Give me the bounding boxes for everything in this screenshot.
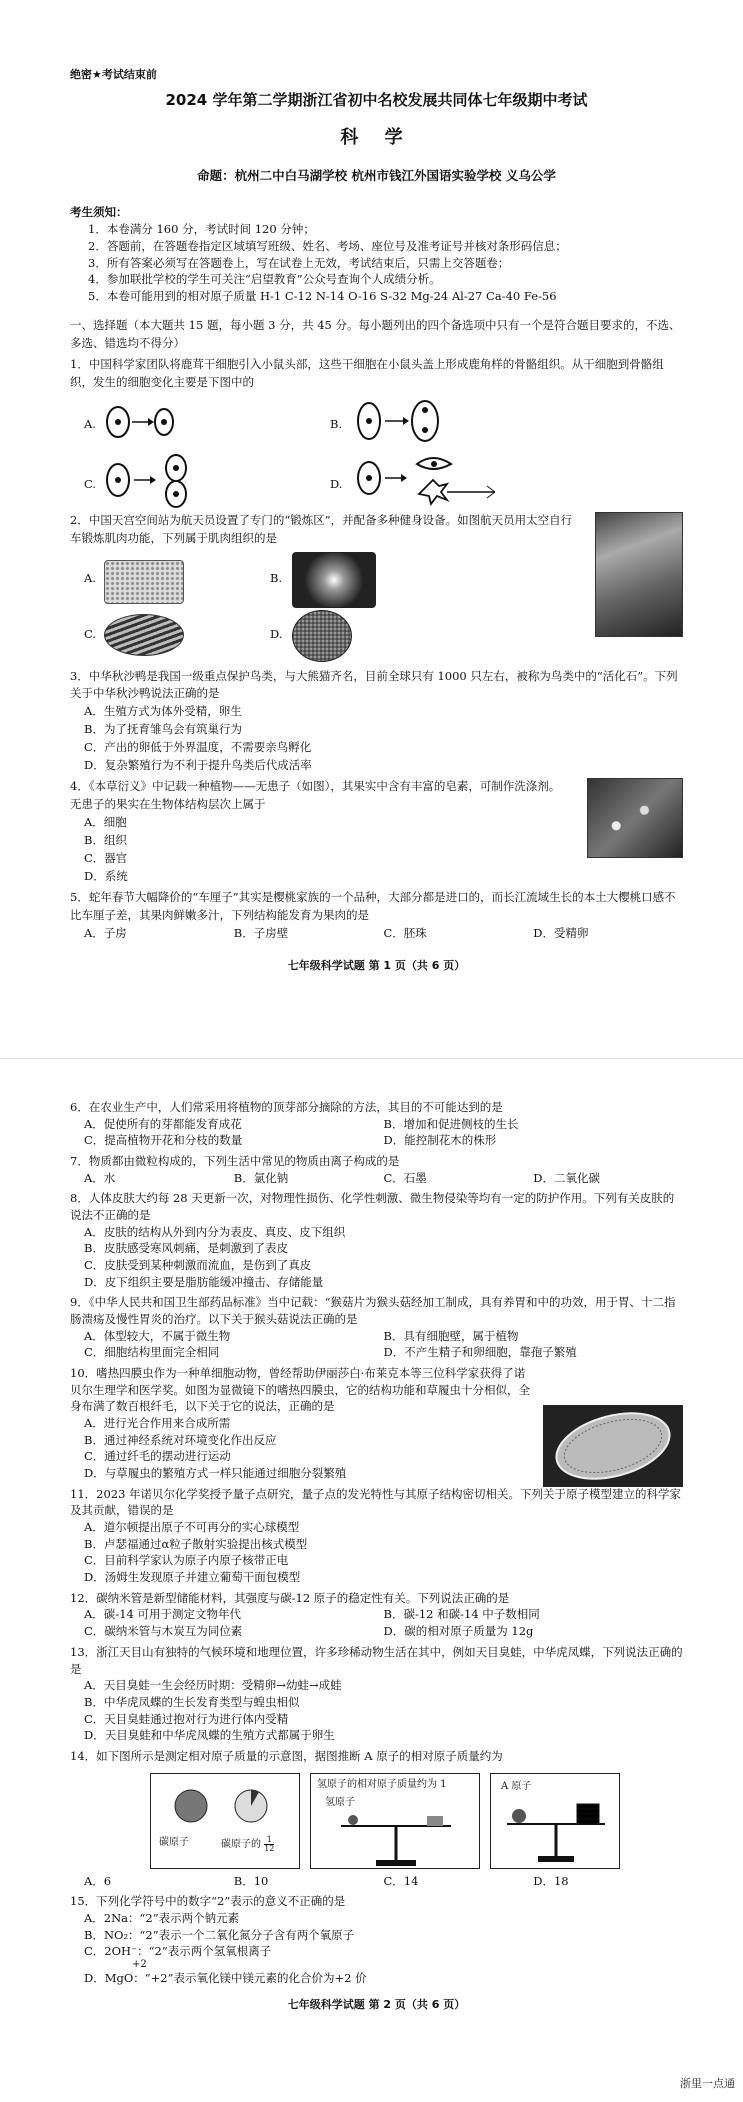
question-stem: 9．《中华人民共和国卫生部药品标准》当中记载：“猴菇片为猴头菇经加工制成，具有养胃和中的功效，用于胃、十二指肠溃疡及慢性胃炎的治疗。以下关于猴头菇说法正确的是: [70, 1295, 676, 1327]
option: D．受精卵: [533, 925, 589, 940]
question-14: [70, 1748, 683, 1889]
question-6: [70, 1099, 683, 1149]
notice-list: [70, 221, 683, 304]
notice-item: 4．参加联批学校的学生可关注“启望教育”公众号查询个人成绩分析。: [88, 272, 441, 287]
option: A．体型较大，不属于微生物: [84, 1328, 231, 1343]
options-row: [70, 1170, 683, 1187]
notice-item: 3．所有答案必须写在答题卷上，写在试卷上无效，考试结束后，只需上交答题卷；: [88, 255, 510, 270]
option: B．通过神经系统对环境变化作出反应: [84, 1432, 277, 1447]
options-row: [70, 1606, 683, 1623]
question-2: [70, 512, 683, 664]
carbon-atom-box: [150, 1773, 300, 1869]
valence-superscript: +2: [132, 1958, 147, 1970]
option: D．MgO：“+2”表示氧化镁中镁元素的化合价为+2 价: [84, 1970, 367, 1985]
option-label: A.: [84, 570, 96, 585]
question-13: [70, 1644, 683, 1744]
carbon-atom-label: 碳原子: [159, 1836, 189, 1848]
option: A．进行光合作用来合成所需: [84, 1416, 231, 1431]
option-label: C.: [84, 476, 97, 491]
option: C．胚珠: [383, 925, 427, 940]
option: D．二氧化碳: [533, 1170, 600, 1185]
option: A．皮肤的结构从外到内分为表皮、真皮、皮下组织: [84, 1224, 346, 1239]
watermark-text: 浙里一点通: [680, 2076, 735, 2090]
question-4: [70, 778, 683, 885]
options-row: [70, 1132, 683, 1149]
question-stem: 2．中国天宫空间站为航天员设置了专门的“锻炼区”，并配备多种健身设备。如图航天员用太空自行车锻炼肌肉功能，下列属于肌肉组织的是: [70, 512, 573, 545]
question-stem: 14．如下图所示是测定相对原子质量的示意图，据图推断 A 原子的相对原子质量约为: [70, 1748, 503, 1763]
question-stem: 5．蛇年春节大幅降价的“车厘子”其实是樱桃家族的一个品种，大部分都是进口的，而长江流域生长的本土大樱桃口感不比车厘子差，其果肉鲜嫩多汁，下列结构能发育为果肉的是: [70, 890, 676, 923]
cell-differentiation-d-icon: [355, 450, 505, 508]
tetrahymena-image: [543, 1405, 683, 1487]
option: D．系统: [84, 868, 128, 883]
a-atom-balance-box: [490, 1773, 620, 1869]
option: B．NO₂：“2”表示一个二氧化氮分子含有两个氧原子: [84, 1927, 355, 1942]
option: C．目前科学家认为原子内原子核带正电: [84, 1553, 289, 1568]
options-row: [70, 1623, 683, 1640]
option: A．天目臭蛙一生会经历时期：受精卵→幼蛙→成蛙: [84, 1678, 342, 1693]
carbon-fraction-label: 碳原子的 $\frac{1}{12}$: [221, 1834, 275, 1853]
question-stem: 4．《本草衍义》中记载一种植物——无患子（如图），其果实中含有丰富的皂素，可制作洗涤剂。无患子的果实在生物体结构层次上属于: [70, 779, 561, 812]
section-heading: 一、选择题（本大题共 15 题，每小题 3 分，共 45 分。每小题列出的四个备选项中只有一个是符合题目要求的，不选、多选、错选均不得分）: [70, 317, 681, 350]
option: D．18: [533, 1873, 569, 1888]
option: B．组织: [84, 832, 127, 847]
q1-figures: [70, 396, 683, 508]
page-divider: [0, 1058, 743, 1059]
page-2: [0, 1075, 743, 2102]
makers-line: 命题：杭州二中白马湖学校 杭州市钱江外国语实验学校 义乌公学: [197, 168, 556, 184]
option: D．碳的相对原子质量为 12g: [383, 1624, 534, 1639]
option: C．14: [383, 1873, 419, 1888]
question-stem: 12．碳纳米管是新型储能材料，其强度与碳-12 原子的稳定性有关。下列说法正确的是: [70, 1590, 510, 1605]
options-row: [70, 1873, 683, 1890]
option: D．能控制花木的株形: [383, 1133, 497, 1148]
option: B．卢瑟福通过α粒子散射实验提出核式模型: [84, 1536, 308, 1551]
option: A．道尔顿提出原子不可再分的实心球模型: [84, 1520, 300, 1535]
question-stem: 10．嗜热四膜虫作为一种单细胞动物，曾经帮助伊丽莎白·布莱克本等三位科学家获得了诺贝尔生理学和医学奖。如图为显微镜下的嗜热四膜虫，它的结构功能和草履虫十分相似，全身布满了数百根纤毛，以下关于它的说法，正确的是: [70, 1366, 530, 1414]
atomic-mass-diagram: [150, 1773, 683, 1869]
exam-title: 2024 学年第二学期浙江省初中名校发展共同体七年级期中考试: [165, 91, 588, 110]
option-label: B.: [270, 570, 283, 585]
fraction-denominator: 12: [264, 1843, 275, 1853]
option: D．天目臭蛙和中华虎凤蝶的生殖方式都属于卵生: [84, 1728, 335, 1743]
option: A．6: [84, 1873, 112, 1888]
question-stem: 13．浙江天目山有独特的气候环境和地理位置，许多珍稀动物生活在其中，例如天目臭蛙，中华虎凤蝶，下列说法正确的是: [70, 1644, 683, 1676]
option: B．氯化钠: [233, 1170, 289, 1185]
option: B．皮肤感受寒风刺痛，是刺激到了表皮: [84, 1241, 288, 1256]
q2-figures: [70, 552, 683, 664]
option-label: C.: [84, 626, 97, 641]
question-stem: 11．2023 年诺贝尔化学奖授予量子点研究，量子点的发光特性与其原子结构密切相关。下列关于原子模型建立的科学家及其贡献，错误的是: [70, 1486, 682, 1518]
hydrogen-balance-box: [310, 1773, 480, 1869]
cell-division-a-icon: [104, 402, 174, 442]
question-12: [70, 1590, 683, 1640]
option: A．2Na：“2”表示两个钠元素: [84, 1910, 240, 1925]
option: C．碳纳米管与木炭互为同位素: [84, 1624, 243, 1639]
page-footer: 七年级科学试题 第 2 页（共 6 页）: [287, 1997, 466, 2011]
balance-scale-icon: [331, 1812, 461, 1868]
option: C．2OH⁻：“2”表示两个氢氧根离子: [84, 1944, 272, 1959]
option: D．皮下组织主要是脂肪能缓冲撞击、存储能量: [84, 1274, 324, 1289]
option: C．细胞结构里面完全相同: [84, 1345, 220, 1360]
option: A．细胞: [84, 815, 127, 830]
question-9: [70, 1294, 683, 1361]
options-row: [70, 1116, 683, 1133]
option: B．碳-12 和碳-14 中子数相同: [383, 1607, 540, 1622]
option: A．水: [84, 1170, 116, 1185]
option-label: A.: [84, 416, 96, 431]
fraction-numerator: 1: [264, 1836, 274, 1845]
notice-item: 1．本卷满分 160 分，考试时间 120 分钟；: [88, 222, 315, 237]
question-stem: 8．人体皮肤大约每 28 天更新一次，对物理性损伤、化学性刺激、微生物侵染等均有一定的防护作用。下列有关皮肤的说法不正确的是: [70, 1191, 675, 1223]
a-atom-label: A 原子: [501, 1780, 532, 1792]
option: D．汤姆生发现原子并建立葡萄干面包模型: [84, 1570, 301, 1585]
question-stem: 1．中国科学家团队将鹿茸干细胞引入小鼠头部，这些干细胞在小鼠头盖上形成鹿角样的骨骼组织。从干细胞到骨骼组织，发生的细胞变化主要是下图中的: [70, 357, 664, 390]
question-stem: 3．中华秋沙鸭是我国一级重点保护鸟类，与大熊猫齐名，目前全球只有 1000 只左右，被称为鸟类中的“活化石”。下列关于中华秋沙鸭说法正确的是: [70, 668, 678, 701]
secret-label: 绝密★考试结束前: [70, 68, 157, 81]
option: C．皮肤受到某种刺激而流血，是伤到了真皮: [84, 1258, 312, 1273]
option: A．生殖方式为体外受精，卵生: [84, 704, 242, 719]
hydrogen-atom-label: 氢原子: [325, 1796, 355, 1808]
subject-title: 科 学: [340, 127, 413, 149]
option: B．中华虎凤蝶的生长发育类型与蝗虫相似: [84, 1694, 300, 1709]
question-11: [70, 1486, 683, 1586]
option: B．具有细胞壁，属于植物: [383, 1328, 519, 1343]
notice-title: 考生须知：: [70, 204, 128, 219]
cell-division-c-icon: [104, 452, 214, 508]
question-stem: 6．在农业生产中，人们常采用将植物的顶芽部分摘除的方法，其目的不可能达到的是: [70, 1100, 503, 1114]
options-row: [70, 1344, 683, 1361]
tissue-a-image: [104, 560, 184, 604]
option: D．复杂繁殖行为不利于提升鸟类后代成活率: [84, 757, 312, 772]
option: A．促使所有的芽都能发育成花: [84, 1116, 242, 1131]
soapberry-photo: [587, 778, 683, 858]
option: B．10: [233, 1873, 269, 1888]
option: B．子房壁: [233, 925, 289, 940]
question-7: [70, 1153, 683, 1186]
option-label: B.: [330, 416, 343, 431]
page-1: [0, 0, 743, 1045]
option: C．天目臭蛙通过抱对行为进行体内受精: [84, 1711, 289, 1726]
question-1: [70, 356, 683, 508]
option: C．石墨: [383, 1170, 427, 1185]
option: C．通过纤毛的摆动进行运动: [84, 1449, 231, 1464]
option-label: D.: [270, 626, 283, 641]
option: A．子房: [84, 925, 127, 940]
question-15: [70, 1893, 683, 1986]
option: D．与草履虫的繁殖方式一样只能通过细胞分裂繁殖: [84, 1466, 347, 1481]
option: C．器官: [84, 850, 128, 865]
option: B．增加和促进侧枝的生长: [383, 1116, 519, 1131]
options-row: [70, 925, 683, 943]
option: A．碳-14 可用于测定文物年代: [84, 1607, 241, 1622]
page-footer: 七年级科学试题 第 1 页（共 6 页）: [287, 958, 466, 972]
options-row: [70, 1328, 683, 1345]
cell-division-b-icon: [355, 396, 465, 446]
option: C．产出的卵低于外界温度，不需要亲鸟孵化: [84, 739, 312, 754]
tissue-c-image: [104, 614, 184, 656]
option-label: D.: [330, 476, 343, 491]
option: B．为了抚育雏鸟会有筑巢行为: [84, 722, 242, 737]
question-stem: 7．物质都由微粒构成的，下列生活中常见的物质由离子构成的是: [70, 1154, 400, 1169]
carbon-atom-icon: [171, 1786, 281, 1826]
notice-item: 5．本卷可能用到的相对原子质量 H-1 C-12 N-14 O-16 S-32 Mg-24 Al-27 Ca-40 Fe-56: [88, 289, 557, 304]
balance-scale-icon: [501, 1802, 611, 1864]
question-10: [70, 1365, 683, 1482]
option: C．提高植物开花和分枝的数量: [84, 1133, 243, 1148]
tissue-d-image: [292, 610, 352, 662]
question-5: [70, 889, 683, 942]
option: D．不产生精子和卵细胞，靠孢子繁殖: [383, 1345, 577, 1360]
question-8: [70, 1190, 683, 1290]
question-stem: 15．下列化学符号中的数字“2”表示的意义不正确的是: [70, 1894, 346, 1909]
question-3: [70, 668, 683, 775]
hydrogen-mass-note: 氢原子的相对原子质量约为 1: [317, 1778, 447, 1790]
tissue-b-image: [292, 552, 376, 608]
notice-item: 2．答题前，在答题卷指定区域填写班级、姓名、考场、座位号及准考证号并核对条形码信息；: [88, 239, 567, 254]
